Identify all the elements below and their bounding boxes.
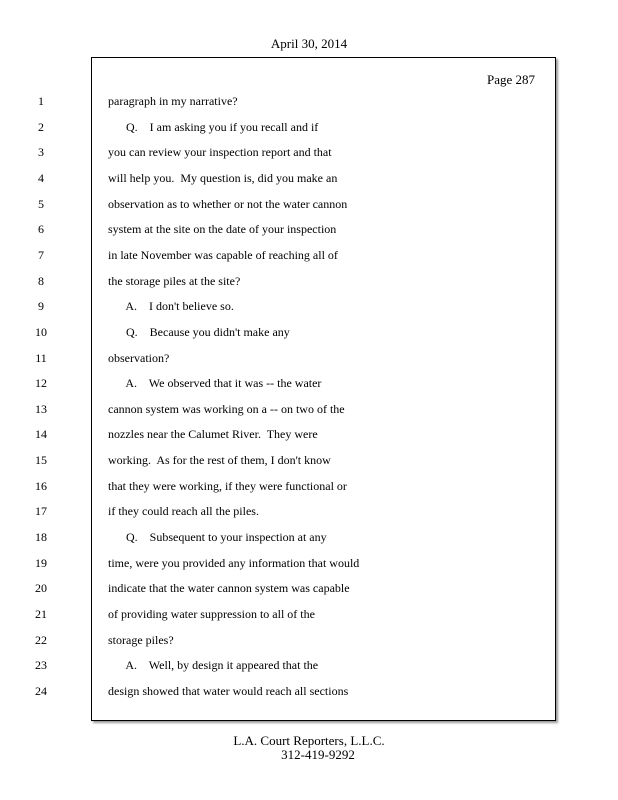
line-number: 18 xyxy=(35,530,47,544)
transcript-line-text: indicate that the water cannon system was capable xyxy=(108,581,350,595)
transcript-line-text: you can review your inspection report and that xyxy=(108,145,332,159)
transcript-line-text: A. Well, by design it appeared that the xyxy=(108,658,319,672)
line-number: 23 xyxy=(35,658,47,672)
line-number: 5 xyxy=(38,197,44,211)
line-number: 19 xyxy=(35,556,47,570)
line-number: 21 xyxy=(35,607,47,621)
line-number: 3 xyxy=(38,145,44,159)
transcript-line-text: will help you. My question is, did you make an xyxy=(108,171,338,185)
footer-phone-number: 312-419-9292 xyxy=(281,747,355,762)
line-number: 14 xyxy=(35,427,47,441)
transcript-line-text: nozzles near the Calumet River. They were xyxy=(108,427,318,441)
transcript-line-text: working. As for the rest of them, I don't know xyxy=(108,453,331,467)
transcript-line-text: observation as to whether or not the water cannon xyxy=(108,197,348,211)
footer-company-name: L.A. Court Reporters, L.L.C. xyxy=(233,733,385,748)
line-number: 2 xyxy=(38,120,44,134)
line-number: 24 xyxy=(35,684,47,698)
transcript-line-text: Q. Because you didn't make any xyxy=(108,325,290,339)
transcript-line-text: design showed that water would reach all sections xyxy=(108,684,349,698)
line-number: 10 xyxy=(35,325,47,339)
transcript-line-text: time, were you provided any information that would xyxy=(108,556,360,570)
transcript-line-text: storage piles? xyxy=(108,633,174,647)
transcript-line-text: in late November was capable of reaching all of xyxy=(108,248,338,262)
line-number: 12 xyxy=(35,376,47,390)
transcript-line-text: A. I don't believe so. xyxy=(108,299,234,313)
transcript-line-text: A. We observed that it was -- the water xyxy=(108,376,322,390)
line-number: 15 xyxy=(35,453,47,467)
transcript-line-text: if they could reach all the piles. xyxy=(108,504,259,518)
line-number: 16 xyxy=(35,479,47,493)
line-number: 22 xyxy=(35,633,47,647)
transcript-line-text: system at the site on the date of your inspection xyxy=(108,222,337,236)
transcript-line-text: of providing water suppression to all of the xyxy=(108,607,315,621)
transcript-line-text: observation? xyxy=(108,351,170,365)
page-number-label: Page 287 xyxy=(487,72,536,87)
transcript-line-text: the storage piles at the site? xyxy=(108,274,241,288)
transcript-date-header: April 30, 2014 xyxy=(270,36,348,51)
line-number: 6 xyxy=(38,222,44,236)
line-number: 1 xyxy=(38,94,44,108)
line-number: 9 xyxy=(38,299,44,313)
line-number: 8 xyxy=(38,274,44,288)
transcript-line-text: Q. I am asking you if you recall and if xyxy=(108,120,319,134)
transcript-line-text: Q. Subsequent to your inspection at any xyxy=(108,530,327,544)
line-number: 7 xyxy=(38,248,44,262)
line-number: 4 xyxy=(38,171,44,185)
transcript-line-text: cannon system was working on a -- on two of the xyxy=(108,402,345,416)
line-number: 17 xyxy=(35,504,47,518)
transcript-line-text: that they were working, if they were functional or xyxy=(108,479,347,493)
line-number: 11 xyxy=(35,351,47,365)
line-number: 13 xyxy=(35,402,47,416)
transcript-line-text: paragraph in my narrative? xyxy=(108,94,238,108)
line-number: 20 xyxy=(35,581,47,595)
